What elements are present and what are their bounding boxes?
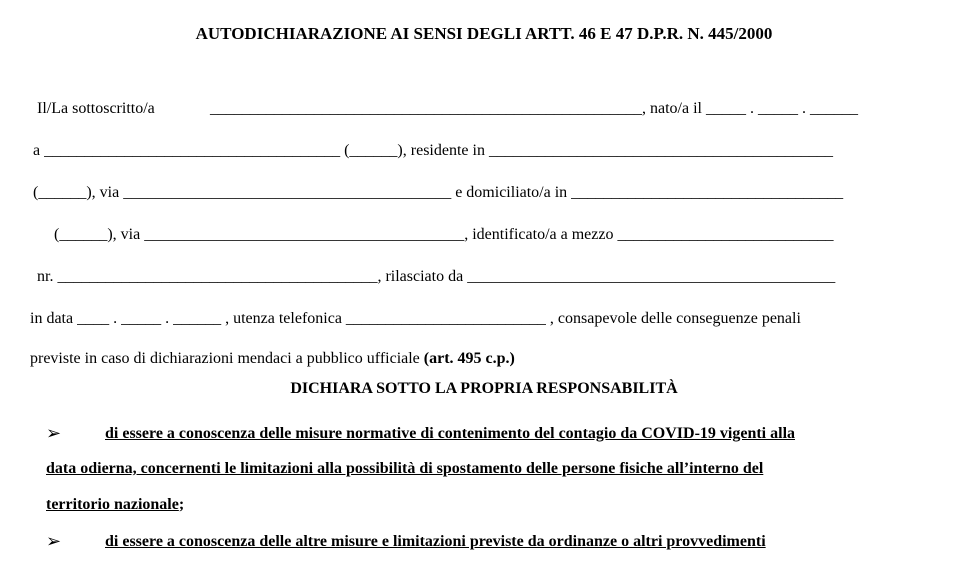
bullet1-line3-text: territorio nazionale bbox=[46, 496, 179, 513]
dichiara-heading: DICHIARA SOTTO LA PROPRIA RESPONSABILITÀ bbox=[290, 380, 678, 397]
line-sottoscritto bbox=[37, 99, 155, 119]
line-via-residenza: (______), via _________________________________________ e domiciliato/a in __________________________________ bbox=[33, 184, 844, 201]
bullet1-line2: data odierna, concernenti le limitazioni alla possibilità di spostamento delle persone fisiche all’interno del bbox=[46, 460, 764, 477]
line-data-telefono: in data ____ . _____ . ______ , utenza telefonica _________________________ , consapevole delle conseguenze penali bbox=[30, 310, 801, 327]
bullet1-line3 bbox=[46, 495, 184, 515]
previste-text: previste in caso di dichiarazioni mendaci a pubblico ufficiale bbox=[30, 350, 424, 367]
line-documento: nr. ________________________________________, rilasciato da ______________________________________________ bbox=[37, 268, 836, 285]
arrow-bullet-icon: ➢ bbox=[46, 531, 62, 551]
bullet1-line3-end: ; bbox=[178, 496, 185, 513]
label-sottoscritto: Il/La sottoscritto/a bbox=[37, 100, 155, 117]
line-residenza: a _____________________________________ (______), residente in ___________________________________________ bbox=[33, 142, 833, 159]
line-sottoscritto-fields bbox=[210, 99, 858, 119]
arrow-bullet-icon: ➢ bbox=[46, 423, 62, 443]
label-nato: , nato/a il _____ . _____ . ______ bbox=[642, 100, 858, 117]
line-previste bbox=[30, 349, 515, 369]
line-via-domicilio: (______), via ________________________________________, identificato/a a mezzo ___________________________ bbox=[54, 226, 834, 243]
art-495: (art. 495 c.p.) bbox=[423, 350, 515, 367]
document-title: AUTODICHIARAZIONE AI SENSI DEGLI ARTT. 46 E 47 D.P.R. N. 445/2000 bbox=[195, 24, 773, 43]
field-name[interactable]: ______________________________________________________ bbox=[210, 100, 642, 117]
bullet1-line1: di essere a conoscenza delle misure normative di contenimento del contagio da COVID-19 vigenti alla bbox=[105, 425, 796, 442]
bullet2-line1: di essere a conoscenza delle altre misure e limitazioni previste da ordinanze o altri provvedimenti bbox=[105, 533, 766, 550]
